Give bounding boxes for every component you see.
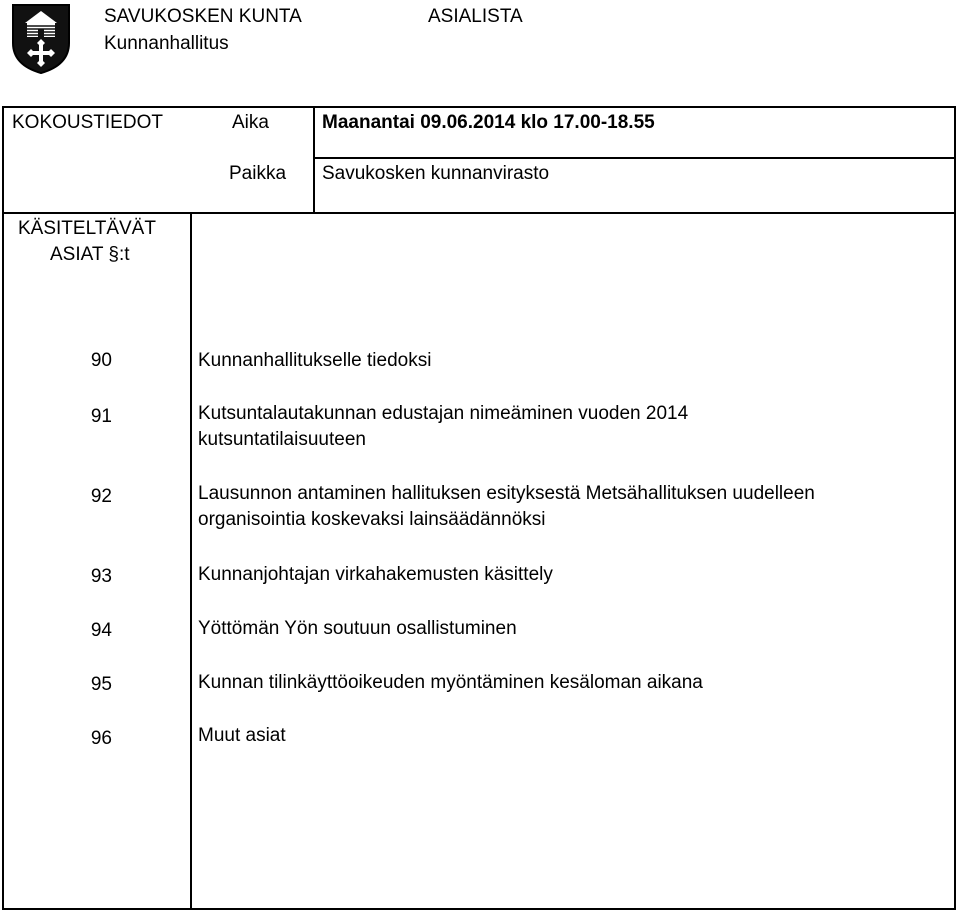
time-label: Aika <box>232 112 269 133</box>
divider <box>313 108 315 212</box>
item-title: Kutsuntalautakunnan edustajan nimeäminen vuoden 2014 kutsuntatilaisuuteen <box>198 403 689 450</box>
item-number: 96 <box>90 728 112 749</box>
matters-label: KÄSITELTÄVÄT <box>18 218 156 239</box>
matters-label-line2: ASIAT §:t <box>50 244 130 265</box>
coat-of-arms-logo <box>11 3 71 75</box>
item-number: 91 <box>90 406 112 427</box>
time-value: Maanantai 09.06.2014 klo 17.00-18.55 <box>322 112 655 133</box>
organization-name: SAVUKOSKEN KUNTA <box>104 6 302 27</box>
item-title: Kunnanhallitukselle tiedoksi <box>198 350 432 371</box>
divider <box>4 212 956 214</box>
item-title: Lausunnon antaminen hallituksen esityksestä Metsähallituksen uudelleen organisointia koskevaksi lainsäädännöksi <box>198 483 815 530</box>
item-number: 93 <box>90 566 112 587</box>
meeting-info-label: KOKOUSTIEDOT <box>12 112 163 133</box>
divider <box>313 157 956 159</box>
item-title: Muut asiat <box>198 725 286 746</box>
item-title: Kunnan tilinkäyttöoikeuden myöntäminen kesäloman aikana <box>198 672 703 693</box>
item-title: Yöttömän Yön soutuun osallistuminen <box>198 618 517 639</box>
item-number: 94 <box>90 620 112 641</box>
item-number: 95 <box>90 674 112 695</box>
place-value: Savukosken kunnanvirasto <box>322 163 550 184</box>
item-title: Kunnanjohtajan virkahakemusten käsittely <box>198 564 553 585</box>
item-number: 92 <box>90 486 112 507</box>
document-type: ASIALISTA <box>428 6 523 27</box>
place-label: Paikka <box>229 163 287 184</box>
organization-unit: Kunnanhallitus <box>104 33 229 54</box>
divider <box>190 212 192 908</box>
item-number: 90 <box>90 350 112 371</box>
agenda-table <box>2 106 956 910</box>
